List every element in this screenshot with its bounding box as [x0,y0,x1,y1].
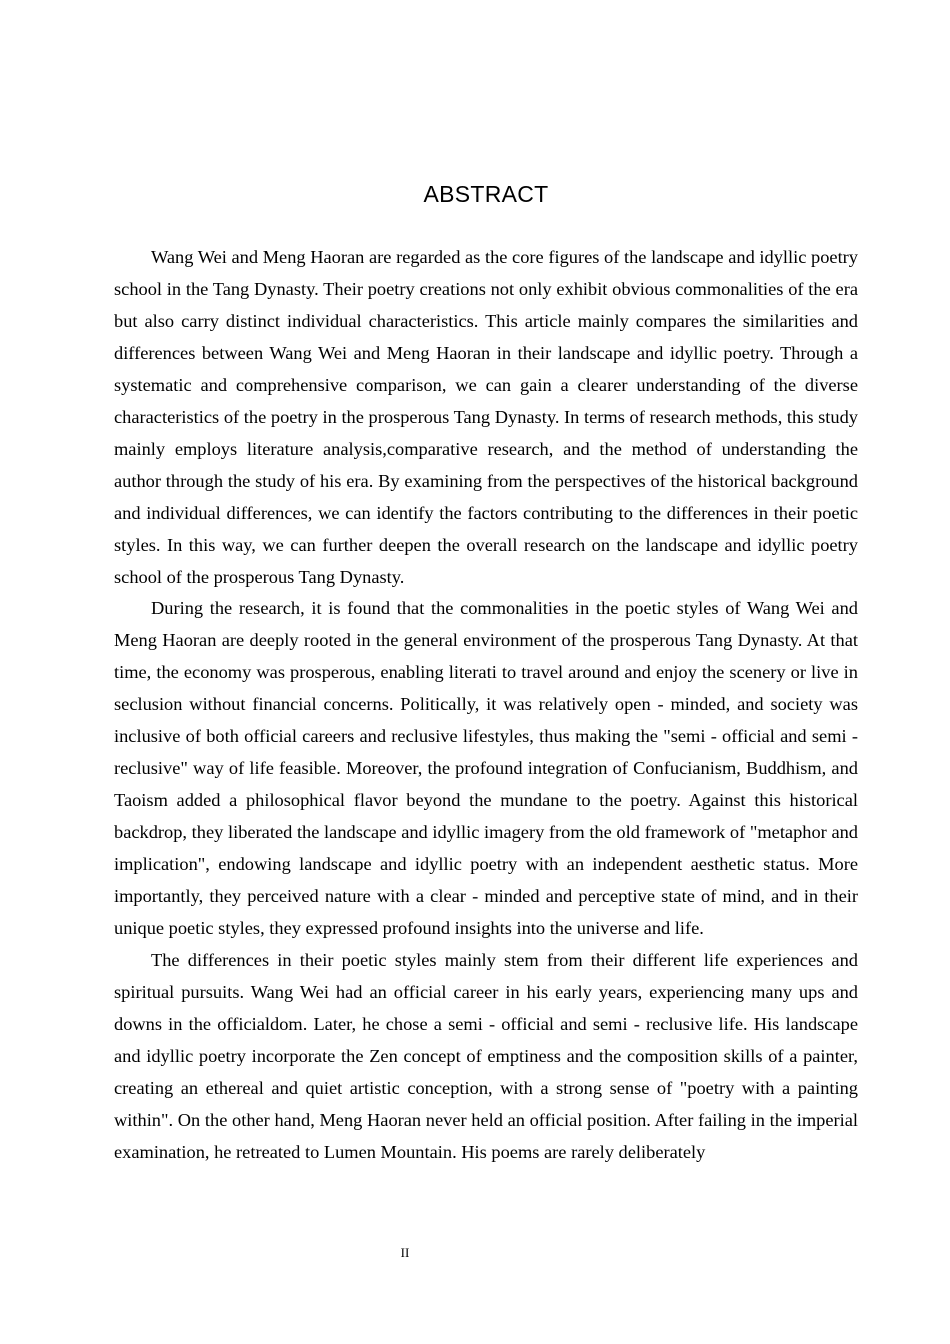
abstract-body [114,242,858,1169]
abstract-title: ABSTRACT [423,181,549,207]
paragraph-3: The differences in their poetic styles mainly stem from their different life experiences and spiritual pursuits. Wang Wei had an official career in his early years, experiencing many ups and downs in the officialdom. Later, he chose a semi - official and semi - reclusive life. His landscape and idyllic poetry incorporate the Zen concept of emptiness and the composition skills of a painter, creating an ethereal and quiet artistic conception, with a strong sense of "poetry with a painting within". On the other hand, Meng Haoran never held an official position. After failing in the imperial examination, he retreated to Lumen Mountain. His poems are rarely deliberately [114,949,858,1162]
page-number: II [400,1245,410,1260]
paragraph-1: Wang Wei and Meng Haoran are regarded as the core figures of the landscape and idyllic poetry school in the Tang Dynasty. Their poetry creations not only exhibit obvious commonalities of the era but also carry distinct individual characteristics. This article mainly compares the similarities and differences between Wang Wei and Meng Haoran in their landscape and idyllic poetry. Through a systematic and comprehensive comparison, we can gain a clearer understanding of the diverse characteristics of the poetry in the prosperous Tang Dynasty. In terms of research methods, this study mainly employs literature analysis,comparative research, and the method of understanding the author through the study of his era. By examining from the perspectives of the historical background and individual differences, we can identify the factors contributing to the differences in their poetic styles. In this way, we can further deepen the overall research on the landscape and idyllic poetry school of the prosperous Tang Dynasty. [114,247,858,587]
paragraph-2: During the research, it is found that the commonalities in the poetic styles of Wang Wei and Meng Haoran are deeply rooted in the general environment of the prosperous Tang Dynasty. At that time, the economy was prosperous, enabling literati to travel around and enjoy the scenery or live in seclusion without financial concerns. Politically, it was relatively open - minded, and society was inclusive of both official careers and reclusive lifestyles, thus making the "semi - official and semi - reclusive" way of life feasible. Moreover, the profound integration of Confucianism, Buddhism, and Taoism added a philosophical flavor beyond the mundane to the poetry. Against this historical backdrop, they liberated the landscape and idyllic imagery from the old framework of "metaphor and implication", endowing landscape and idyllic poetry with an independent aesthetic status. More importantly, they perceived nature with a clear - minded and perceptive state of mind, and in their unique poetic styles, they expressed profound insights into the universe and life. [114,598,858,939]
